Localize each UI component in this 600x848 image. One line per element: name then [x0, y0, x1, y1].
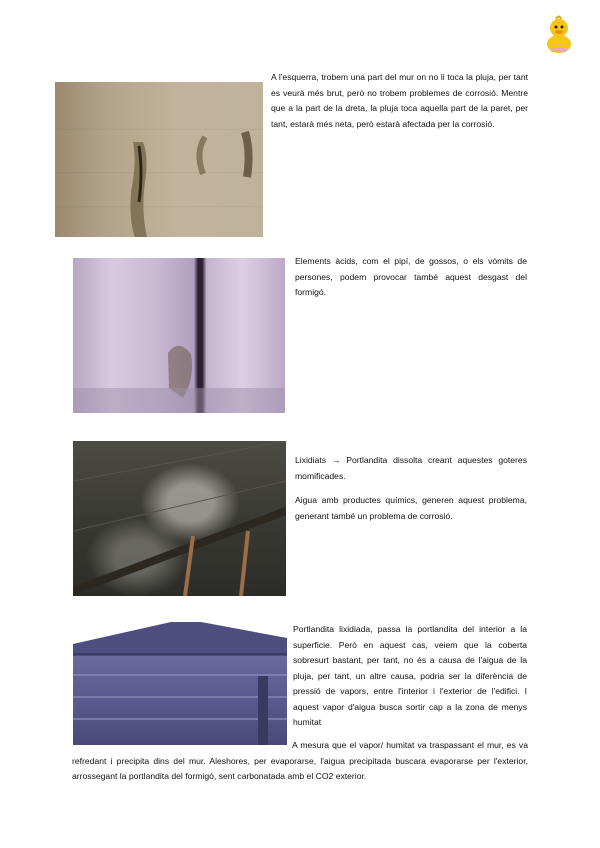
photo-dark-ceiling	[73, 441, 286, 596]
paragraph-2: Elements àcids, com el pipí, de gossos, o els vòmits de persones, podem provocar també aquest desgast del formigó.	[295, 256, 527, 297]
paragraph-3a: Lixidiats → Portlandita dissolta creant aquestes goteres momificades.	[295, 455, 527, 481]
duck-icon	[543, 14, 575, 54]
photo-building-facade	[73, 614, 287, 745]
paragraph-3b: Aigua amb productes químics, generen aquest problema, generant també un problema de corrosió.	[295, 495, 527, 521]
paragraph-4: Portlandita lixidiada, passa la portlandita del interior a la superficie. Però en aquest cas, veiem que la coberta sobresurt bastant, per tant, no és a causa de l'aigua de la pluja, per tant, un altre causa, podria ser la diferència de pressió de vapors, entre l'interior i l'exterior de l'edifici. I aquest vapor d'aigua busca sortir cap a la zona de menys humitat	[293, 624, 527, 727]
paragraph-1: A l'esquerra, trobem una part del mur on no li toca la pluja, per tant es veurà més brut, però no trobem problemes de corrosió. Mentre que a la part de la dreta, la pluja toca aquella part de la paret, per tant, estarà més neta, però estarà afectada per la corrosió.	[271, 72, 528, 129]
photo-wall-corrosion	[55, 82, 263, 237]
paragraph-5: A mesura que el vapor/ humitat va traspassant el mur, es va refredant i precipita dins del mur. Aleshores, per evaporarse, l'aigua precipitada buscara evaporarse per l'exterior, arrossegant la portlandita del formigó, sent carbonatada amb el CO2 exterior.	[72, 740, 528, 781]
photo-purple-columns	[73, 258, 285, 413]
